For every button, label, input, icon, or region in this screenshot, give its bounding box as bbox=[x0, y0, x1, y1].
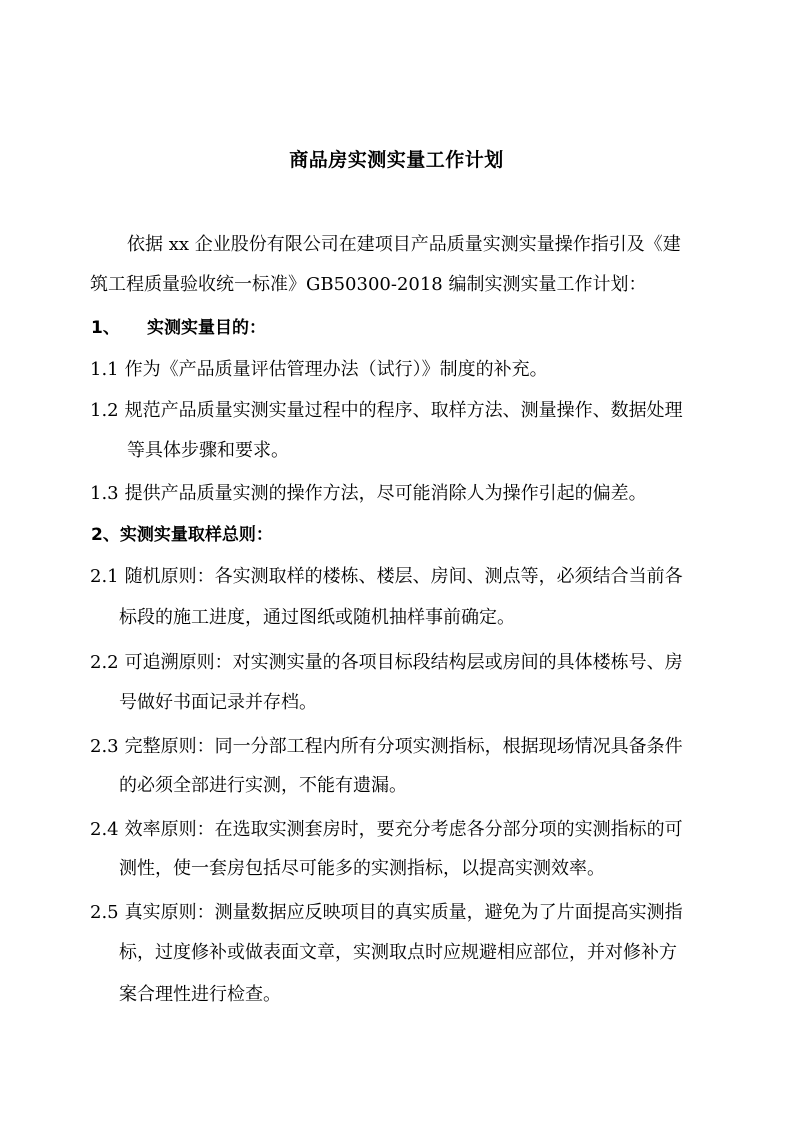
item-2-1 bbox=[90, 564, 683, 590]
item-2-5 bbox=[90, 900, 683, 926]
item-2-5-continuation-1: 标，过度修补或做表面文章，实测取点时应规避相应部位，并对修补方 bbox=[119, 942, 677, 963]
section-1-heading bbox=[91, 315, 266, 341]
item-number: 1.3 bbox=[90, 483, 119, 504]
item-2-5-continuation-2: 案合理性进行检查。 bbox=[119, 984, 281, 1005]
item-number: 1.1 bbox=[90, 359, 119, 380]
item-text: 效率原则：在选取实测套房时，要充分考虑各分部分项的实测指标的可 bbox=[124, 819, 683, 840]
item-1-2-continuation: 等具体步骤和要求。 bbox=[127, 440, 289, 461]
item-text: 可追溯原则：对实测实量的各项目标段结构层或房间的具体楼栋号、房 bbox=[124, 652, 683, 673]
item-2-2-continuation: 号做好书面记录并存档。 bbox=[119, 692, 317, 713]
item-text: 规范产品质量实测实量过程中的程序、取样方法、测量操作、数据处理 bbox=[124, 400, 683, 421]
section-1-title: 实测实量目的： bbox=[147, 318, 266, 338]
item-2-2 bbox=[90, 650, 683, 676]
item-number: 2.5 bbox=[90, 902, 119, 923]
section-1-number: 1、 bbox=[91, 318, 120, 338]
item-number: 2.1 bbox=[90, 566, 119, 587]
item-number: 2.4 bbox=[90, 819, 119, 840]
intro-line-1: 依据 xx 企业股份有限公司在建项目产品质量实测实量操作指引及《建 bbox=[127, 234, 681, 255]
item-2-3 bbox=[90, 734, 683, 760]
item-text: 完整原则：同一分部工程内所有分项实测指标，根据现场情况具备条件 bbox=[124, 736, 683, 757]
item-2-4 bbox=[90, 817, 683, 843]
item-2-1-continuation: 标段的施工进度，通过图纸或随机抽样事前确定。 bbox=[119, 607, 515, 628]
item-1-1 bbox=[90, 357, 548, 383]
item-text: 随机原则：各实测取样的楼栋、楼层、房间、测点等，必须结合当前各 bbox=[124, 566, 683, 587]
item-number: 2.3 bbox=[90, 736, 119, 757]
section-2-heading: 2、实测实量取样总则： bbox=[91, 525, 273, 545]
item-text: 作为《产品质量评估管理办法（试行）》制度的补充。 bbox=[124, 359, 548, 380]
item-2-3-continuation: 的必须全部进行实测，不能有遗漏。 bbox=[119, 775, 407, 796]
item-2-4-continuation: 测性，使一套房包括尽可能多的实测指标，以提高实测效率。 bbox=[119, 858, 605, 879]
document-title: 商品房实测实量工作计划 bbox=[289, 149, 504, 171]
item-1-2 bbox=[90, 398, 683, 424]
item-number: 1.2 bbox=[90, 400, 119, 421]
item-text: 提供产品质量实测的操作方法，尽可能消除人为操作引起的偏差。 bbox=[124, 483, 647, 504]
intro-line-2: 筑工程质量验收统一标准》GB50300-2018 编制实测实量工作计划： bbox=[90, 274, 647, 295]
item-1-3 bbox=[90, 481, 647, 507]
item-number: 2.2 bbox=[90, 652, 119, 673]
item-text: 真实原则：测量数据应反映项目的真实质量，避免为了片面提高实测指 bbox=[124, 902, 683, 923]
